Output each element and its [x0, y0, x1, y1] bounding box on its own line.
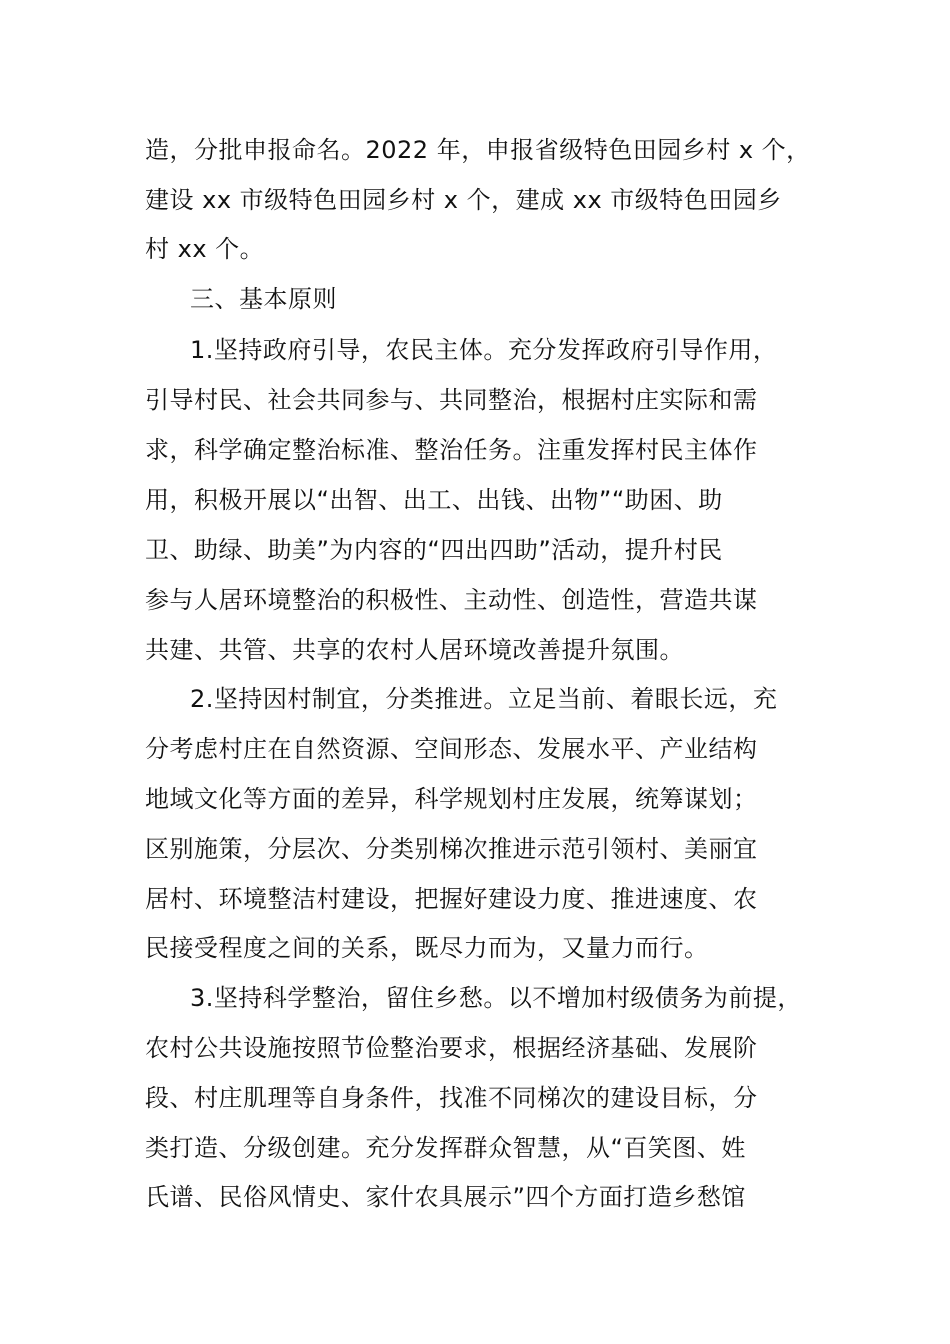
text-line: 引导村民、社会共同参与、共同整治，根据村庄实际和需	[145, 386, 758, 414]
text-line: 民接受程度之间的关系，既尽力而为，又量力而行。	[145, 934, 709, 962]
text-line: 地域文化等方面的差异，科学规划村庄发展，统筹谋划；	[145, 785, 758, 813]
text-line: 段、村庄肌理等自身条件，找准不同梯次的建设目标，分	[145, 1084, 758, 1112]
text-line: 1.坚持政府引导，农民主体。充分发挥政府引导作用，	[190, 336, 778, 364]
text-line: 建设 xx 市级特色田园乡村 x 个，建成 xx 市级特色田园乡	[145, 186, 782, 214]
text-line: 2.坚持因村制宜，分类推进。立足当前、着眼长远，充	[190, 685, 778, 713]
text-line: 农村公共设施按照节俭整治要求，根据经济基础、发展阶	[145, 1034, 758, 1062]
text-line: 用，积极开展以“出智、出工、出钱、出物”“助困、助	[145, 486, 723, 514]
text-line: 村 xx 个。	[145, 235, 265, 263]
section-heading: 三、基本原则	[190, 285, 337, 313]
text-line: 分考虑村庄在自然资源、空间形态、发展水平、产业结构	[145, 735, 758, 763]
text-line: 类打造、分级创建。充分发挥群众智慧，从“百笑图、姓	[145, 1134, 746, 1162]
text-line: 共建、共管、共享的农村人居环境改善提升氛围。	[145, 636, 684, 664]
text-line: 3.坚持科学整治，留住乡愁。以不增加村级债务为前提，	[190, 984, 802, 1012]
text-line: 居村、环境整洁村建设，把握好建设力度、推进速度、农	[145, 885, 758, 913]
text-line: 氏谱、民俗风情史、家什农具展示”四个方面打造乡愁馆	[145, 1183, 746, 1211]
text-line: 造，分批申报命名。2022 年，申报省级特色田园乡村 x 个，	[145, 136, 811, 164]
text-line: 参与人居环境整治的积极性、主动性、创造性，营造共谋	[145, 586, 758, 614]
text-line: 求，科学确定整治标准、整治任务。注重发挥村民主体作	[145, 436, 758, 464]
text-line: 卫、助绿、助美”为内容的“四出四助”活动，提升村民	[145, 536, 723, 564]
text-line: 区别施策，分层次、分类别梯次推进示范引领村、美丽宜	[145, 835, 758, 863]
